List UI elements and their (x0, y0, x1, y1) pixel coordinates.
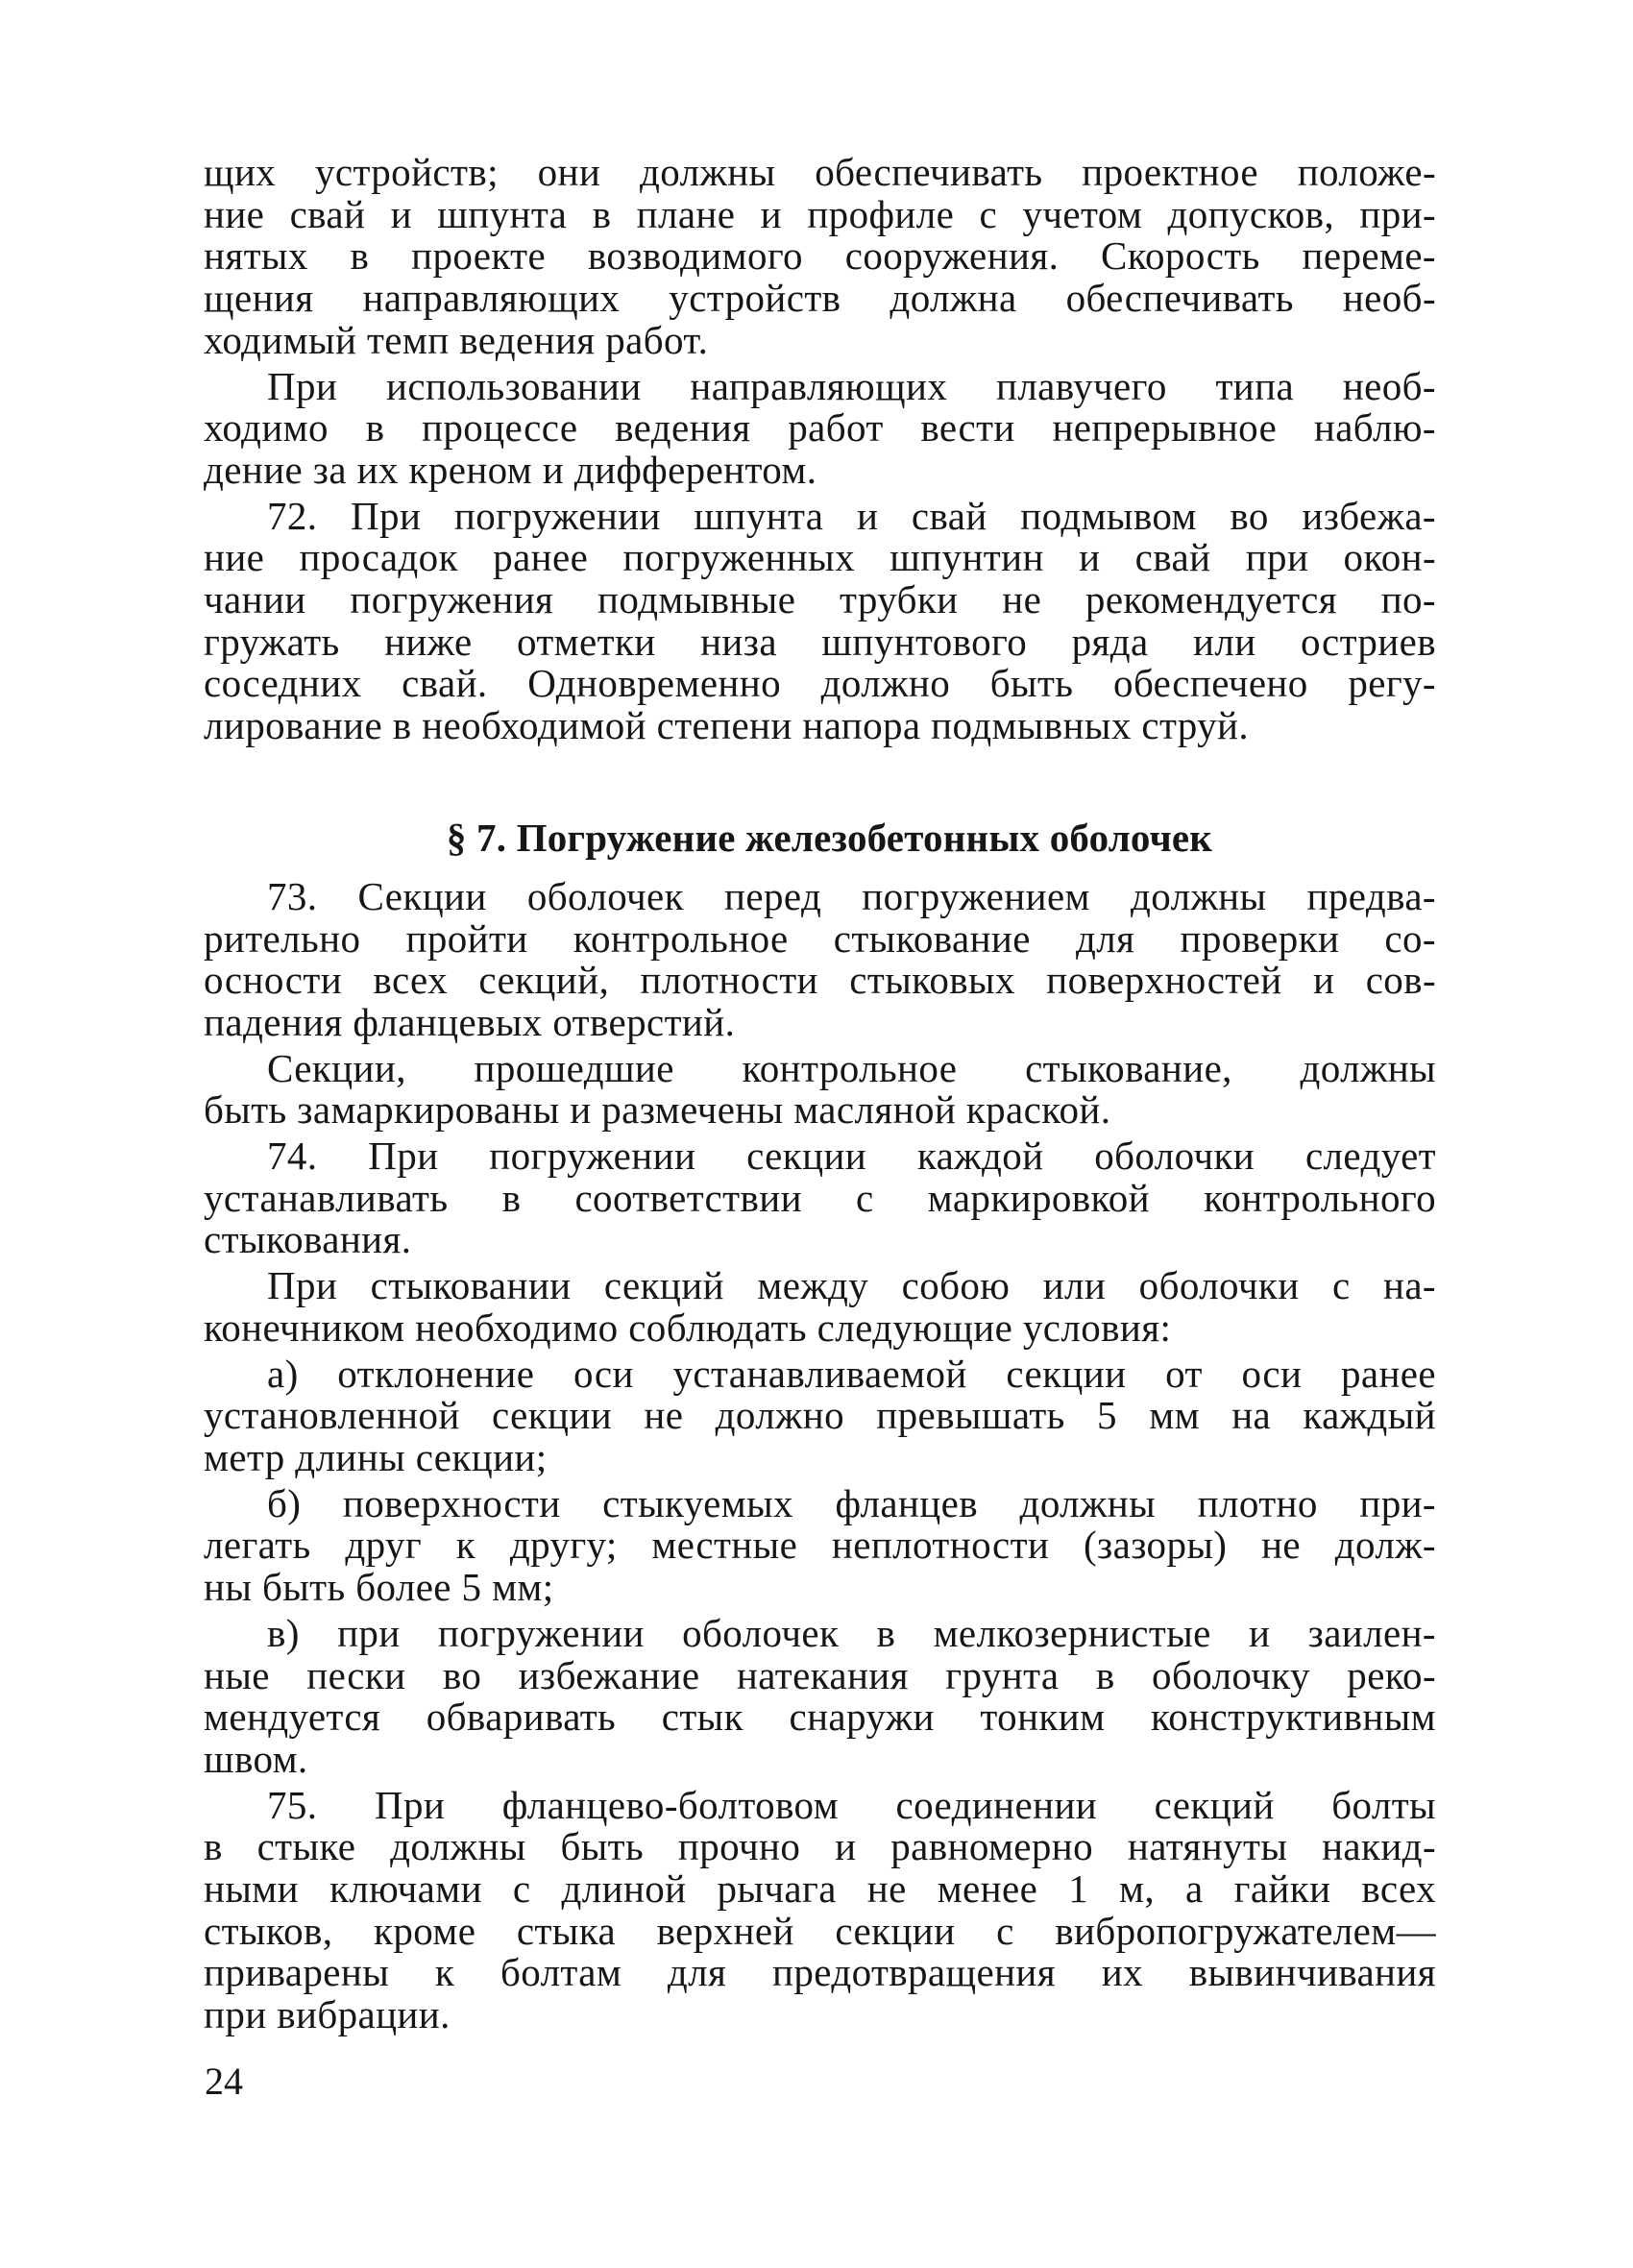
paragraph (204, 1782, 1436, 2037)
text-line: при вибрации. (204, 1992, 451, 2037)
text-line: устанавливать в соответствии с маркировкой контрольного (204, 1175, 1436, 1220)
text-line: гружать ниже отметки низа шпунтового ряда или остриев (204, 619, 1436, 664)
text-line: в стыке должны быть прочно и равномерно натянуты накид- (204, 1824, 1436, 1869)
paragraph (204, 363, 1436, 492)
text-line: б) поверхности стыкуемых фланцев должны плотно при- (267, 1480, 1436, 1525)
text-line: легать друг к другу; местные неплотности (зазоры) не долж- (204, 1523, 1436, 1568)
paragraph (204, 152, 1436, 362)
text-line: 74. При погружении секции каждой оболочки следует (267, 1134, 1436, 1179)
text-line: ные пески во избежание натекания грунта в оболочку реко- (204, 1652, 1436, 1697)
text-line: При использовании направляющих плавучего типа необ- (267, 363, 1436, 408)
text-line: метр длины секции; (204, 1434, 548, 1479)
text-line: щения направляющих устройств должна обеспечивать необ- (204, 276, 1436, 321)
text-line: 75. При фланцево-болтовом соединении секций болты (267, 1782, 1436, 1827)
text-line: конечником необходимо соблюдать следующие условия: (204, 1305, 1172, 1350)
text-line: ние просадок ранее погруженных шпунтин и свай при окон- (204, 535, 1436, 580)
paragraph (204, 493, 1436, 748)
text-line: ходимо в процессе ведения работ вести непрерывное наблю- (204, 405, 1436, 451)
text-line: лирование в необходимой степени напора подмывных струй. (204, 703, 1250, 748)
text-line: щих устройств; они должны обеспечивать проектное положе- (204, 150, 1436, 194)
text-line: мендуется обваривать стык снаружи тонким конструктивным (204, 1695, 1436, 1740)
text-line: осности всех секций, плотности стыковых поверхностей и сов- (204, 958, 1436, 1003)
text-line: соседних свай. Одновременно должно быть обеспечено регу- (204, 661, 1436, 706)
text-line: чании погружения подмывные трубки не рекомендуется по- (204, 577, 1436, 622)
paragraph (204, 873, 1436, 1044)
text-line: рительно пройти контрольное стыкование для проверки со- (204, 915, 1436, 961)
paragraph (204, 1135, 1436, 1261)
text-line: нятых в проекте возводимого сооружения. Скорость переме- (204, 233, 1436, 279)
paragraph (204, 1480, 1436, 1610)
text-line: а) отклонение оси устанавливаемой секции от оси ранее (267, 1351, 1436, 1396)
text-line: приварены к болтам для предотвращения их вывинчивания (204, 1950, 1436, 1995)
text-line: быть замаркированы и размечены масляной краской. (204, 1087, 1111, 1133)
body-text-after-heading (204, 873, 1436, 2037)
text-line: При стыковании секций между собою или оболочки с на- (267, 1263, 1436, 1308)
text-line: ными ключами с длиной рычага не менее 1 м, а гайки всех (204, 1866, 1436, 1912)
text-line: швом. (204, 1736, 308, 1781)
text-line: падения фланцевых отверстий. (204, 999, 736, 1044)
text-line: стыкования. (204, 1217, 412, 1262)
text-line: дение за их креном и дифферентом. (204, 447, 817, 492)
text-line: Секции, прошедшие контрольное стыкование, должны (267, 1045, 1436, 1090)
text-line: 72. При погружении шпунта и свай подмывом во избежа- (267, 493, 1436, 538)
text-line: ны быть более 5 мм; (204, 1565, 554, 1610)
text-line: установленной секции не должно превышать 5 мм на каждый (204, 1393, 1436, 1438)
section-heading: § 7. Погружение железобетонных оболочек (446, 815, 1213, 860)
text-line: стыков, кроме стыка верхней секции с вибропогружателем— (204, 1908, 1436, 1953)
document-page (204, 152, 1436, 2036)
paragraph (204, 1265, 1436, 1349)
body-text-before-heading (204, 152, 1436, 747)
text-line: ние свай и шпунта в плане и профиле с учетом допусков, при- (204, 191, 1436, 236)
text-line: в) при погружении оболочек в мелкозернистые и заилен- (267, 1610, 1436, 1655)
page-number: 24 (205, 2060, 243, 2103)
text-line: ходимый темп ведения работ. (204, 317, 709, 362)
paragraph (204, 1610, 1436, 1781)
text-line: 73. Секции оболочек перед погружением должны предва- (267, 873, 1436, 918)
paragraph (204, 1353, 1436, 1479)
paragraph (204, 1045, 1436, 1133)
